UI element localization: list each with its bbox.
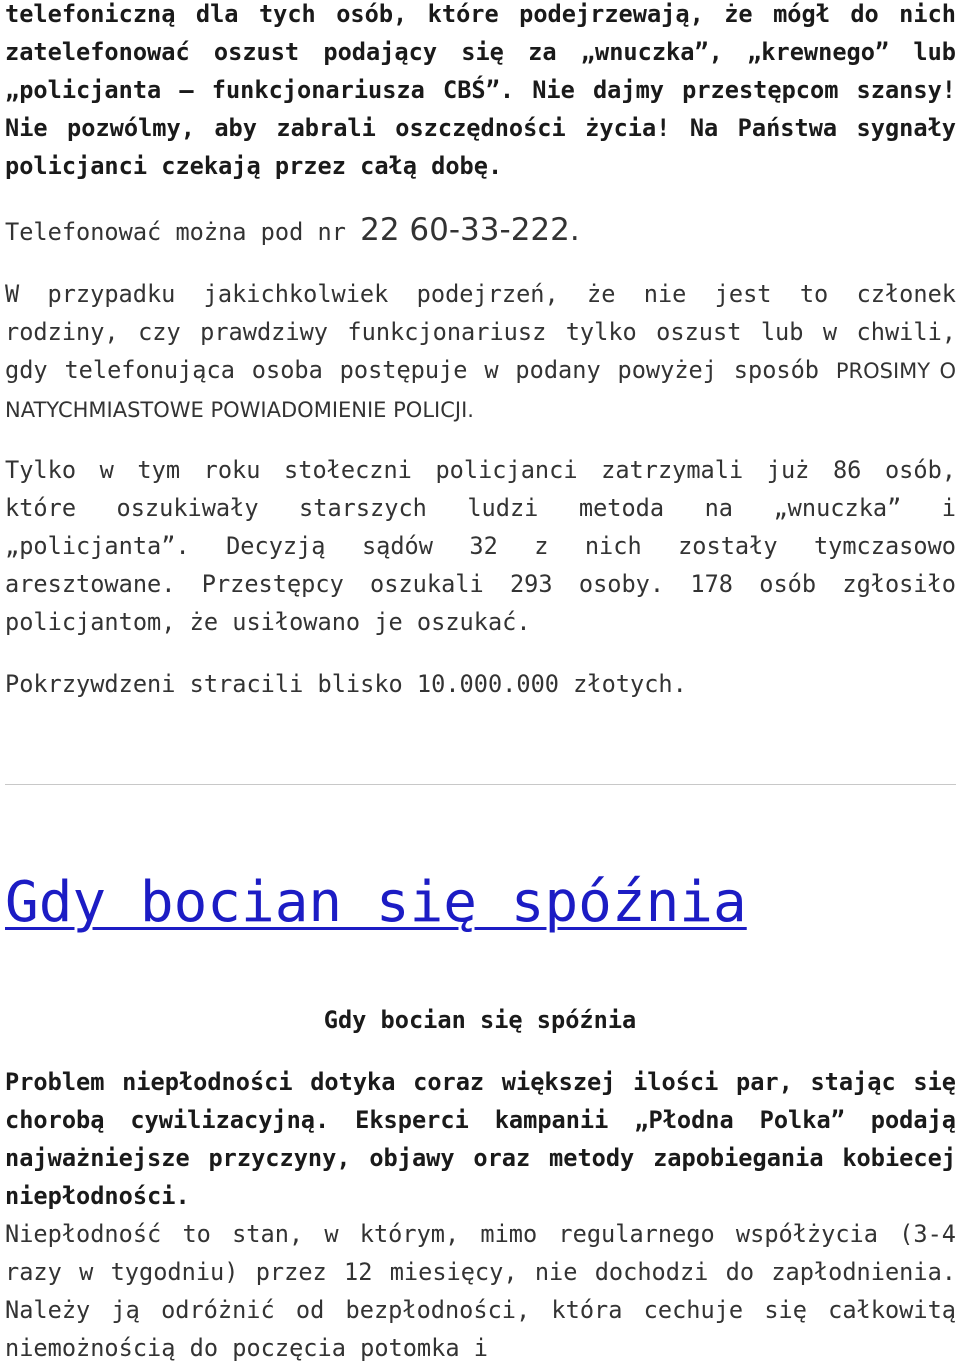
phone-label: Telefonować można pod nr [5,218,361,246]
suspicion-text: W przypadku jakichkolwiek podejrzeń, że nie jest to członek rodziny, czy prawdziwy funkcjonariusz tylko oszust lub w chwili, gdy telefonująca osoba postępuje w podany powyżej sposób [5,280,956,384]
section-divider [5,784,956,785]
losses-paragraph: Pokrzywdzeni stracili blisko 10.000.000 złotych. [5,670,687,698]
suspicion-paragraph [5,275,956,429]
phone-number: 22 60-33-222. [360,212,580,248]
phone-line [5,211,956,251]
stats-paragraph: Tylko w tym roku stołeczni policjanci zatrzymali już 86 osób, które oszukiwały starszych ludzi metoda na „wnuczka” i „policjanta”. Decyzją sądów 32 z nich zostały tymczasowo aresztowane. Przestępcy oszukali 293 osoby. 178 osób zgłosiło policjantom, że usiłowano je oszukać. [5,456,956,636]
article-subtitle: Gdy bocian się spóźnia [323,1006,637,1034]
article-title-link[interactable]: Gdy bocian się spóźnia [5,870,747,935]
intro-paragraph: telefoniczną dla tych osób, które podejrzewają, że mógł do nich zatelefonować oszust podający się za „wnuczka”, „krewnego” lub „policjanta – funkcjonariusza CBŚ”. Nie dajmy przestępcom szansy! Nie pozwólmy, aby zabrali oszczędności życia! Na Państwa sygnały policjanci czekają przez całą dobę. [5,0,956,180]
article-body: Niepłodność to stan, w którym, mimo regularnego współżycia (3-4 razy w tygodniu) przez 12 miesięcy, nie dochodzi do zapłodnienia. Należy ją odróżnić od bezpłodności, która cechuje się całkowitą niemożnością do poczęcia potomka i [5,1220,956,1361]
urgent-notice: PROSIMY O NATYCHMIASTOWE POWIADOMIENIE POLICJI. [5,359,956,422]
article-lead: Problem niepłodności dotyka coraz większej ilości par, stając się chorobą cywilizacyjną. Eksperci kampanii „Płodna Polka” podają najważniejsze przyczyny, objawy oraz metody zapobiegania kobiecej niepłodności. [5,1068,956,1210]
